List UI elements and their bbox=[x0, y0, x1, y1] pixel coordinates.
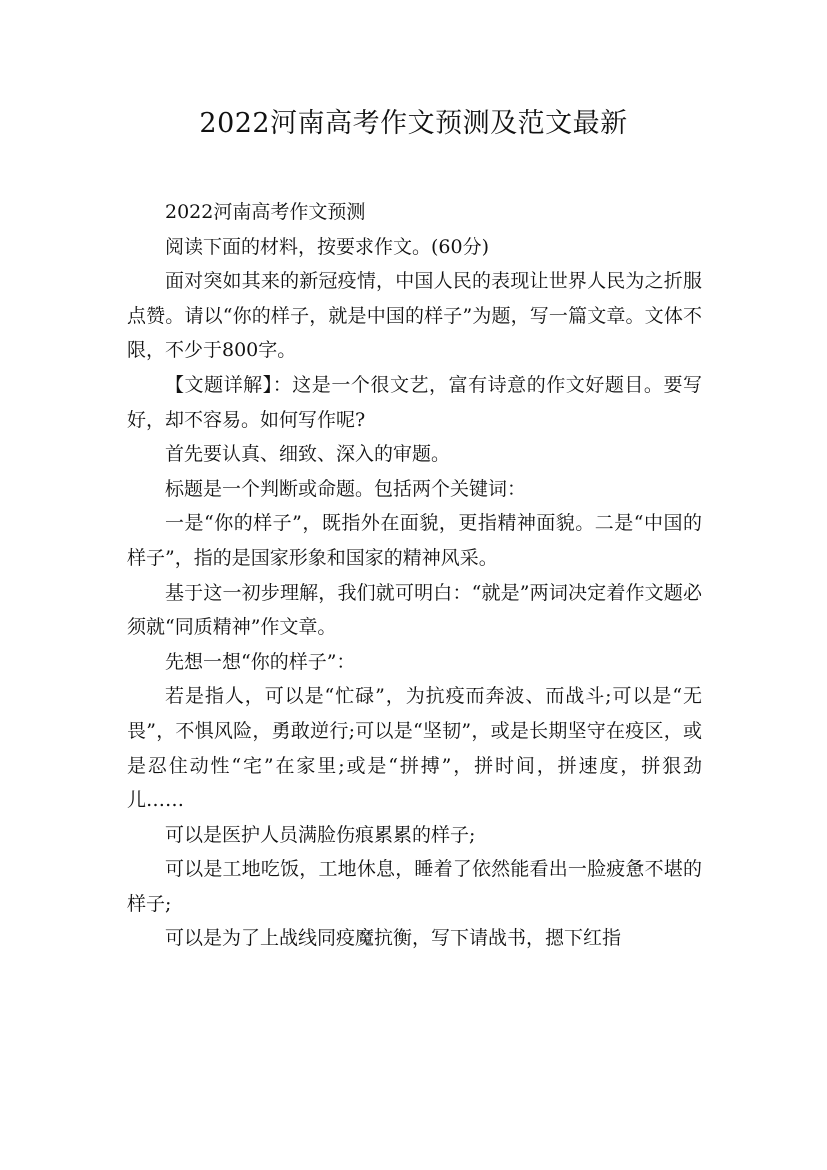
paragraph-think: 先想一想“你的样子”： bbox=[165, 650, 356, 673]
paragraph-subtitle: 2022河南高考作文预测 bbox=[165, 201, 366, 223]
paragraph-instruction: 阅读下面的材料，按要求作文。(60分) bbox=[165, 235, 490, 258]
paragraph-frontline: 可以是为了上战线同疫魔抗衡，写下请战书，摁下红指 bbox=[165, 927, 622, 950]
paragraph-worksite: 可以是工地吃饭，工地休息，睡着了依然能看出一脸疲惫不堪的样子; bbox=[127, 858, 702, 915]
paragraph-prompt: 面对突如其来的新冠疫情，中国人民的表现让世界人民为之折服点赞。请以“你的样子，就是中国的样子”为题，写一篇文章。文体不限，不少于800字。 bbox=[127, 270, 702, 362]
paragraph-medical: 可以是医护人员满脸伤痕累累的样子; bbox=[165, 823, 476, 846]
paragraph-analysis-intro: 【文题详解】：这是一个很文艺，富有诗意的作文好题目。要写好，却不容易。如何写作呢? bbox=[127, 373, 702, 431]
paragraph-examples: 若是指人，可以是“忙碌”，为抗疫而奔波、而战斗;可以是“无畏”，不惧风险，勇敢逆行;可以是“坚韧”，或是长期坚守在疫区，或是忍住动性“宅”在家里;或是“拼搏”，拼时间，拼速度，拼狠劲儿…… bbox=[127, 685, 702, 812]
document-body bbox=[127, 195, 702, 956]
paragraph-step-one: 首先要认真、细致、深入的审题。 bbox=[165, 443, 451, 466]
paragraph-keywords: 标题是一个判断或命题。包括两个关键词： bbox=[165, 477, 527, 500]
paragraph-conclusion: 基于这一初步理解，我们就可明白：“就是”两词决定着作文题必须就“同质精神”作文章。 bbox=[127, 581, 702, 639]
paragraph-keyword-detail: 一是“你的样子”，既指外在面貌，更指精神面貌。二是“中国的样子”，指的是国家形象和国家的精神风采。 bbox=[127, 512, 702, 569]
document-title: 2022河南高考作文预测及范文最新 bbox=[199, 108, 628, 139]
